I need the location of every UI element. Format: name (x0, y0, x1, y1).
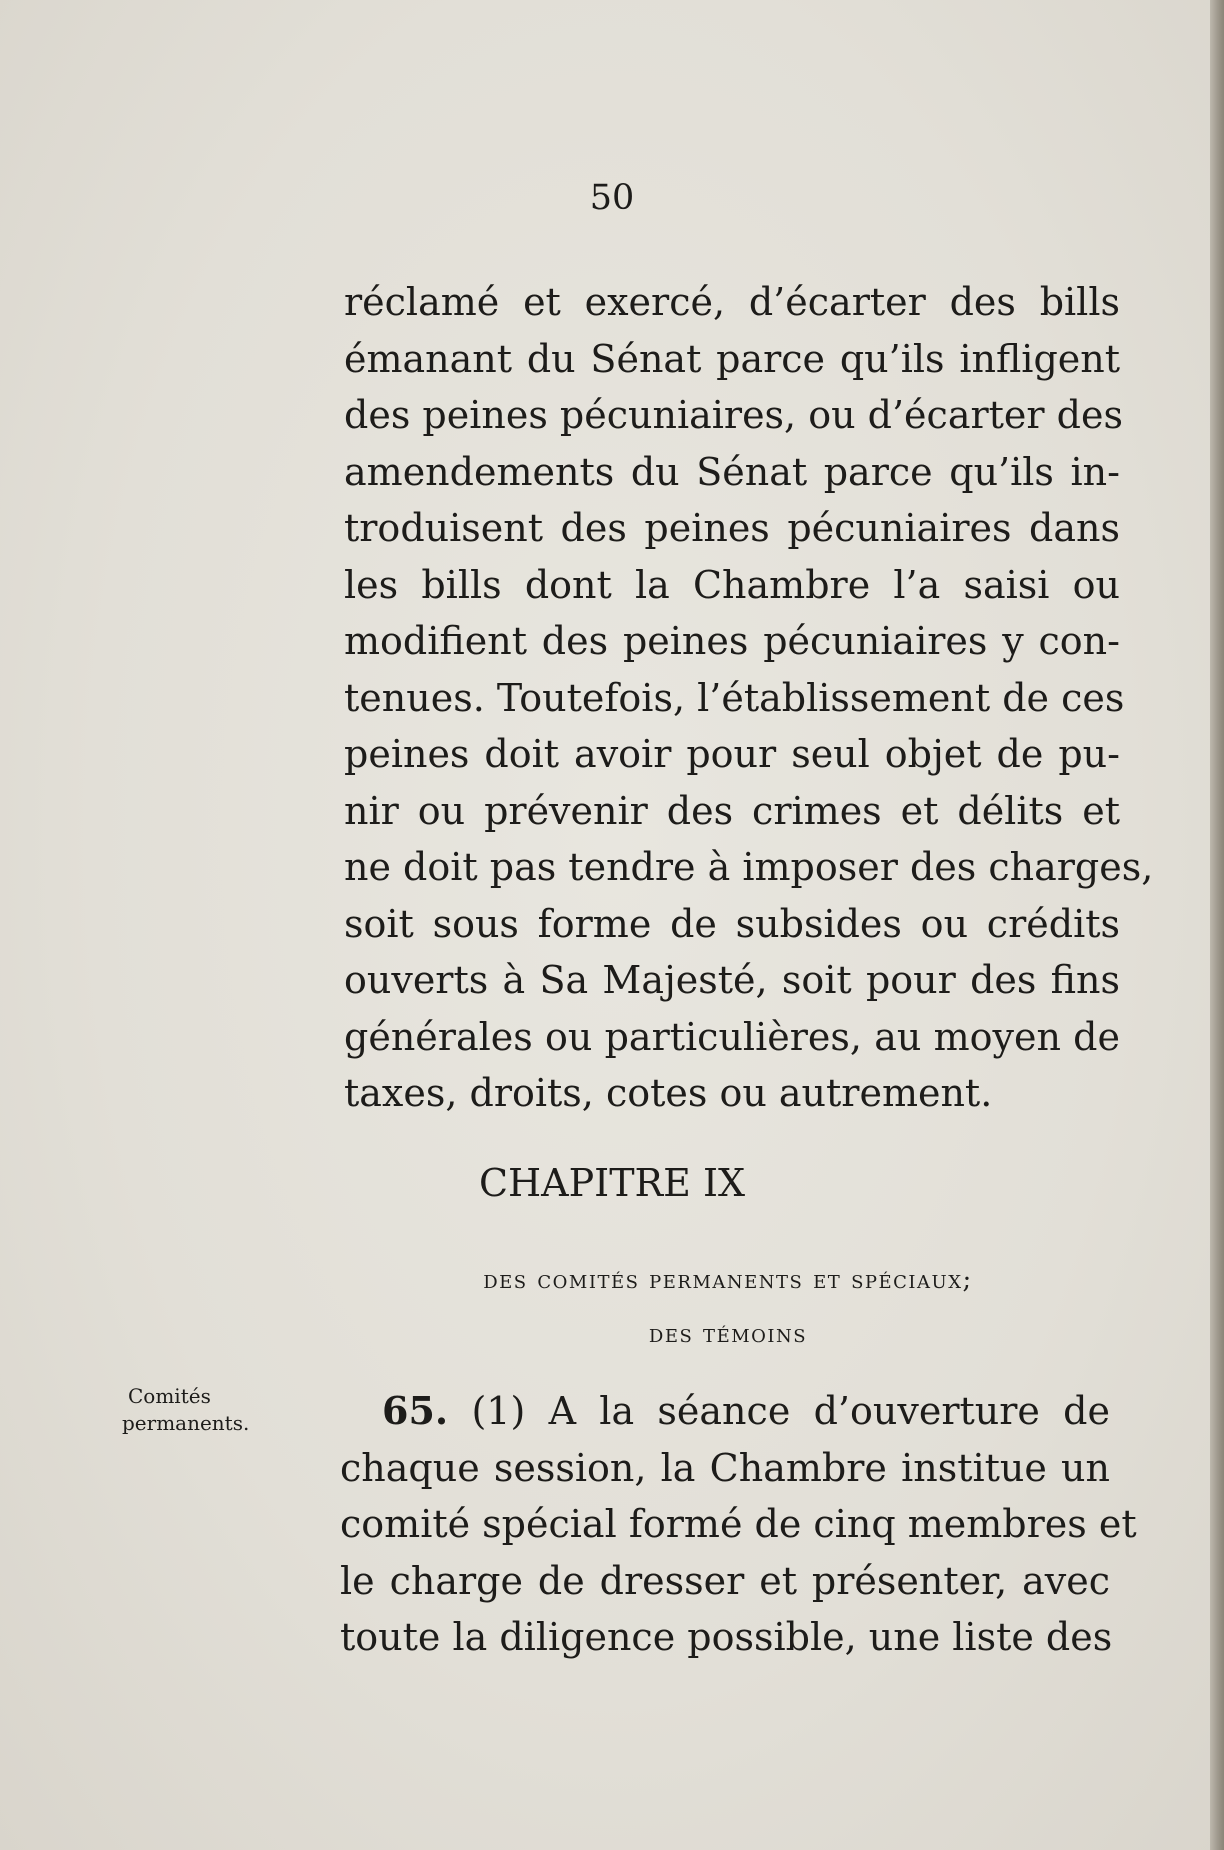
chapter-subtitle-line: des témoins (648, 1319, 808, 1349)
text-line: soit sous forme de subsides ou crédits (344, 901, 1120, 946)
text-line: nir ou prévenir des crimes et délits et (344, 788, 1120, 833)
text-line: tenues. Toutefois, l’établissement de ces (344, 675, 1125, 720)
text-line: troduisent des peines pécuniaires dans (344, 506, 1120, 550)
text-line: peines doit avoir pour seul objet de pu- (344, 732, 1120, 776)
text-line: amendements du Sénat parce qu’ils in- (344, 449, 1120, 494)
page-number: 50 (589, 178, 635, 218)
text-line: des peines pécuniaires, ou d’écarter des (344, 393, 1123, 437)
text-line: modifient des peines pécuniaires y con- (344, 619, 1120, 663)
chapter-title: CHAPITRE IX (478, 1161, 746, 1205)
text-line: ne doit pas tendre à imposer des charges, (344, 845, 1154, 889)
text-line: comité spécial formé de cinq membres et (340, 1502, 1137, 1546)
chapter-subtitle-line: des comités permanents et spéciaux; (483, 1265, 973, 1295)
page-edge-shadow (1210, 0, 1224, 1850)
text-line: chaque session, la Chambre institue un (340, 1445, 1110, 1490)
text-line: taxes, droits, cotes ou autrement. (344, 1071, 993, 1115)
section-first-line-text: (1) A la séance d’ouverture de (471, 1389, 1110, 1433)
section-number: 65. (382, 1388, 449, 1433)
margin-note (122, 1383, 302, 1437)
text-line: réclamé et exercé, d’écarter des bills (344, 280, 1120, 324)
section-first-line (340, 1383, 1110, 1440)
text-line: le charge de dresser et présenter, avec (340, 1558, 1110, 1603)
text-line: toute la diligence possible, une liste des (340, 1615, 1113, 1659)
chapter-subtitle (340, 1253, 1116, 1361)
text-line: les bills dont la Chambre l’a saisi ou (344, 562, 1120, 607)
margin-note-line: permanents. (122, 1411, 250, 1435)
text-line: émanant du Sénat parce qu’ils infligent (344, 336, 1120, 381)
body-paragraph (344, 274, 1154, 1122)
text-line: ouverts à Sa Majesté, soit pour des fins (344, 958, 1120, 1002)
section-paragraph (340, 1383, 1137, 1666)
text-line: générales ou particulières, au moyen de (344, 1014, 1120, 1059)
margin-note-line: Comités (128, 1384, 211, 1408)
